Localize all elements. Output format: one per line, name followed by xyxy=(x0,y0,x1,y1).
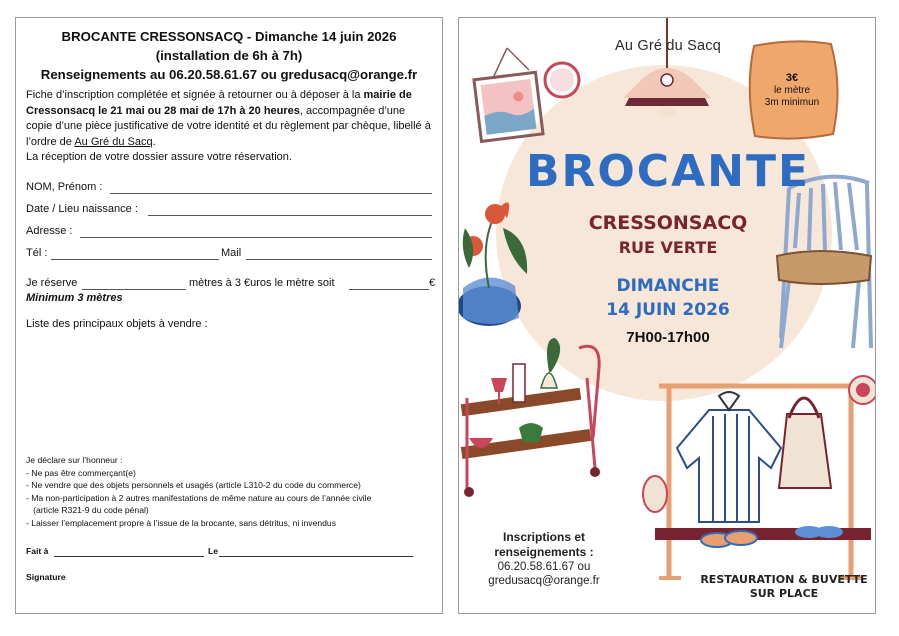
tote-bag-illustration xyxy=(779,398,831,488)
declaration-item: (article R321-9 du code pénal) xyxy=(26,505,149,516)
euro-sign: € xyxy=(429,277,436,289)
association-link[interactable]: Au Gré du Sacq xyxy=(74,135,153,148)
le-label: Le xyxy=(208,546,219,556)
minimum-note: Minimum 3 mètres xyxy=(26,292,123,304)
contact-block xyxy=(469,530,619,588)
poster-hours: 7H00-17h00 xyxy=(626,329,710,346)
price-tag xyxy=(754,72,830,109)
phone-field[interactable] xyxy=(51,259,219,260)
reserve-price-text: mètres à 3 €uros le mètre soit xyxy=(189,277,335,289)
intro-text-c: , accompagnée d’une copie d’une pièce justificative de votre identité et du règlement par chèque, libellé à l’ordre de xyxy=(26,104,431,148)
address-label: Adresse : xyxy=(26,225,73,237)
birth-label: Date / Lieu naissance : xyxy=(26,203,138,215)
intro-text-a: Fiche d’inscription complétée et signée à retourner ou à déposer à la xyxy=(26,89,364,101)
contact-title-1: Inscriptions et xyxy=(502,530,585,544)
contact-title-2: renseignements : xyxy=(494,545,594,559)
round-mirror-illustration xyxy=(545,63,579,97)
meters-field[interactable] xyxy=(82,289,186,290)
mail-label: Mail xyxy=(221,247,242,259)
place-field[interactable] xyxy=(54,556,204,557)
declaration-item: - Ne vendre que des objets personnels et usagés (article L310-2 du code du commerce) xyxy=(26,480,361,491)
poster-street: RUE VERTE xyxy=(618,238,718,257)
header-line-3: Renseignements au 06.20.58.61.67 ou gredusacq@orange.fr xyxy=(40,67,418,82)
phone-label: Tél : xyxy=(26,247,48,259)
price-amount: 3€ xyxy=(785,72,799,84)
food-notice-line-2: SUR PLACE xyxy=(749,587,819,600)
date-field[interactable] xyxy=(219,556,413,557)
association-name: Au Gré du Sacq xyxy=(615,38,721,54)
handbag-illustration xyxy=(643,476,667,512)
poster-town: CRESSONSACQ xyxy=(588,212,748,234)
header-line-1: BROCANTE CRESSONSACQ - Dimanche 14 juin 2026 xyxy=(61,29,397,44)
poster-panel xyxy=(458,17,876,614)
declaration-item: - Ne pas être commerçant(e) xyxy=(26,467,136,478)
food-notice-line-1: RESTAURATION & BUVETTE xyxy=(700,573,868,586)
clothes-rack-illustration xyxy=(655,384,871,578)
address-field[interactable] xyxy=(80,237,432,238)
declaration-title: Je déclare sur l’honneur : xyxy=(26,455,123,465)
price-minimum: 3m minimun xyxy=(764,97,820,108)
poster-date: 14 JUIN 2026 xyxy=(606,300,730,320)
intro-paragraph xyxy=(16,88,442,166)
food-drinks-notice xyxy=(695,573,873,601)
registration-form-panel xyxy=(15,17,443,614)
fait-a-label: Fait à xyxy=(26,546,49,556)
intro-text-d: . xyxy=(152,135,156,148)
name-field[interactable] xyxy=(110,193,432,194)
signature-label: Signature xyxy=(26,572,66,582)
birth-field[interactable] xyxy=(148,215,432,216)
poster-title: BROCANTE xyxy=(525,146,811,197)
poster-day: DIMANCHE xyxy=(616,276,720,296)
intro-text-mairie: mairie de Cressonsacq le 21 mai ou 28 mai de 17h à 20 heures xyxy=(26,89,412,117)
contact-phone: 06.20.58.61.67 ou xyxy=(497,561,591,573)
header-line-2: (installation de 6h à 7h) xyxy=(155,48,303,63)
striped-shirt-illustration xyxy=(677,392,781,522)
objects-list-label: Liste des principaux objets à vendre : xyxy=(26,318,208,330)
reserve-label: Je réserve xyxy=(26,277,78,289)
contact-email: gredusacq@orange.fr xyxy=(488,575,600,587)
total-field[interactable] xyxy=(349,289,429,290)
intro-confirmation: La réception de votre dossier assure votre réservation. xyxy=(26,151,292,163)
declaration-item: - Ma non-participation à 2 autres manifestations de même nature au cours de l’année civile xyxy=(26,492,372,503)
price-unit: le mètre xyxy=(773,85,811,96)
sun-hat-illustration xyxy=(849,376,876,404)
declaration-block xyxy=(26,454,371,530)
form-header xyxy=(16,27,442,84)
mail-field[interactable] xyxy=(246,259,432,260)
hanging-lamp-illustration xyxy=(623,18,711,116)
name-label: NOM, Prénom : xyxy=(26,181,103,193)
declaration-item: - Laisser l’emplacement propre à l’issue de la brocante, sans détritus, ni invendus xyxy=(26,517,337,528)
